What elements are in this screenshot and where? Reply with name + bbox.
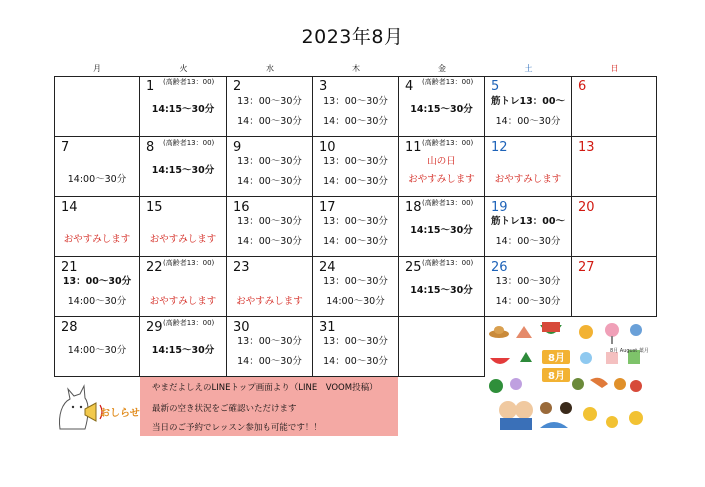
notice-box <box>140 377 398 436</box>
day-number: 1 <box>146 79 155 94</box>
schedule-line: 14:00～30分 <box>67 296 127 307</box>
jellyfish-icon <box>510 378 522 390</box>
cat-megaphone-icon <box>54 377 140 436</box>
weekday-3: 木 <box>352 64 360 73</box>
summer-stickers <box>486 318 654 436</box>
schedule-line: おやすみします <box>494 174 562 185</box>
schedule-line: おやすみします <box>236 296 303 307</box>
day-cell <box>227 137 313 197</box>
day-cell <box>399 257 485 317</box>
schedule-line: 14：00～30分 <box>237 236 302 247</box>
day-number: 20 <box>578 200 595 215</box>
day-cell <box>140 137 227 197</box>
schedule-line: 13：00～30分 <box>323 156 388 167</box>
schedule-line: 13：00～30分 <box>62 276 132 287</box>
day-note: (高齢者13：00) <box>163 139 215 147</box>
beetle-icon <box>560 402 572 414</box>
schedule-line: 14：00～30分 <box>323 176 388 187</box>
schedule-line: 13：00～30分 <box>237 96 302 107</box>
day-cell <box>54 137 140 197</box>
schedule-line: 13：00～30分 <box>323 96 388 107</box>
schedule-line: 14:15～30分 <box>151 345 215 356</box>
weekday-5: 土 <box>524 64 533 73</box>
schedule-line: 山の日 <box>427 156 456 167</box>
day-number: 29 <box>146 320 163 335</box>
day-cell <box>572 197 657 257</box>
schedule-line: 14:00～30分 <box>67 174 127 185</box>
day-number: 19 <box>491 200 508 215</box>
clock-icon <box>630 324 642 336</box>
schedule-line: おやすみします <box>149 296 217 307</box>
day-number: 4 <box>405 79 414 94</box>
day-cell <box>140 257 227 317</box>
sunflower-icon <box>583 407 597 421</box>
announcement-illustration <box>54 377 140 436</box>
day-cell <box>572 76 657 137</box>
day-note: (高齢者13：00) <box>422 259 474 267</box>
schedule-line: 14:15～30分 <box>151 165 215 176</box>
day-number: 6 <box>578 79 587 94</box>
day-cell <box>54 317 140 377</box>
day-cell <box>227 76 313 137</box>
pumpkin-icon <box>614 378 626 390</box>
schedule-line: 13：00～30分 <box>237 336 302 347</box>
day-number: 13 <box>578 140 595 155</box>
schedule-line: 14：00～30分 <box>495 116 561 127</box>
day-number: 14 <box>61 200 78 215</box>
label-tag-icon <box>542 322 560 332</box>
schedule-line: おやすみします <box>63 234 131 245</box>
watermelon-ball-icon <box>489 379 503 393</box>
day-number: 18 <box>405 200 422 215</box>
day-cell <box>227 317 313 377</box>
day-number: 22 <box>146 260 163 275</box>
day-cell <box>227 257 313 317</box>
day-cell <box>572 257 657 317</box>
calendar-title: 2023年8月 <box>301 26 404 48</box>
day-number: 8 <box>146 140 155 155</box>
day-cell <box>140 197 227 257</box>
cicada-icon <box>572 378 584 390</box>
day-number: 10 <box>319 140 336 155</box>
sun-icon <box>579 325 593 339</box>
shell-icon <box>516 326 532 338</box>
schedule-line: 13：00～30分 <box>323 276 388 287</box>
schedule-line: 14：00～30分 <box>323 236 388 247</box>
svg-text:8月 August 葉月: 8月 August 葉月 <box>610 348 649 354</box>
day-cell <box>485 197 572 257</box>
leaf-icon <box>520 352 532 362</box>
day-number: 16 <box>233 200 250 215</box>
day-note: (高齢者13：00) <box>163 78 215 86</box>
schedule-line: 14:15～30分 <box>410 104 473 115</box>
day-cell <box>140 76 227 137</box>
fan-icon <box>605 323 619 337</box>
day-note: (高齢者13：00) <box>163 319 215 327</box>
sunflower-icon-3 <box>629 411 643 425</box>
day-number: 15 <box>146 200 163 215</box>
day-cell <box>399 317 485 377</box>
schedule-line: 14：00～30分 <box>237 116 302 127</box>
schedule-line: おやすみします <box>149 234 217 245</box>
day-number: 30 <box>233 320 250 335</box>
day-cell <box>313 137 399 197</box>
weekday-0: 月 <box>93 64 101 73</box>
svg-text:8月: 8月 <box>548 371 565 382</box>
schedule-line: 13：00～30分 <box>495 276 561 287</box>
schedule-line: 13：00～30分 <box>323 336 388 347</box>
weekday-1: 火 <box>179 64 188 73</box>
day-note: (高齢者13：00) <box>163 259 215 267</box>
day-number: 3 <box>319 79 328 94</box>
schedule-line: 14：00～30分 <box>495 296 561 307</box>
schedule-line: 13：00～30分 <box>237 216 302 227</box>
svg-text:8月: 8月 <box>548 353 565 364</box>
schedule-line: 13：00～30分 <box>237 156 302 167</box>
day-cell <box>485 76 572 137</box>
day-cell <box>399 197 485 257</box>
schedule-line: 14:15～30分 <box>410 225 473 236</box>
day-cell <box>399 76 485 137</box>
day-cell <box>313 317 399 377</box>
day-cell <box>54 257 140 317</box>
day-cell <box>54 76 140 137</box>
fish-icon <box>590 378 608 388</box>
schedule-line: 14：00～30分 <box>495 236 561 247</box>
notice-line-3: 当日のご予約でレッスン参加も可能です！！ <box>152 423 322 433</box>
day-number: 2 <box>233 79 242 94</box>
day-number: 24 <box>319 260 336 275</box>
whale-icon <box>540 422 568 428</box>
sunflower-icon-2 <box>606 416 618 428</box>
day-cell <box>485 257 572 317</box>
day-note: (高齢者13：00) <box>422 78 474 86</box>
schedule-line: 14：00～30分 <box>323 356 388 367</box>
day-number: 17 <box>319 200 336 215</box>
schedule-line: 14：00～30分 <box>323 116 388 127</box>
day-number: 5 <box>491 79 500 94</box>
day-number: 11 <box>405 140 422 155</box>
day-cell <box>313 197 399 257</box>
schedule-line: 筋トレ13：00～ <box>491 216 565 227</box>
day-number: 12 <box>491 140 508 155</box>
day-number: 23 <box>233 260 250 275</box>
day-cell <box>140 317 227 377</box>
schedule-line: 14：00～30分 <box>237 176 302 187</box>
schedule-line: 14:00～30分 <box>326 296 385 307</box>
notice-line-1: やまだよしえのLINEトップ画面より（LINE VOOM投稿） <box>152 383 378 393</box>
bear-icon <box>540 402 552 414</box>
schedule-line: おやすみします <box>408 174 475 185</box>
day-number: 25 <box>405 260 422 275</box>
day-cell <box>572 137 657 197</box>
weekday-6: 日 <box>610 64 619 73</box>
schedule-line: 14：00～30分 <box>237 356 302 367</box>
day-cell <box>54 197 140 257</box>
schedule-line: 14:15～30分 <box>410 285 473 296</box>
day-note: (高齢者13：00) <box>422 139 474 147</box>
day-number: 7 <box>61 140 70 155</box>
weekday-4: 金 <box>438 64 446 73</box>
schedule-line: 筋トレ13：00～ <box>491 96 565 107</box>
day-cell <box>313 257 399 317</box>
day-number: 21 <box>61 260 78 275</box>
shaved-ice-icon <box>580 352 592 364</box>
day-cell <box>485 137 572 197</box>
kids-icon <box>499 401 517 419</box>
day-cell <box>399 137 485 197</box>
day-number: 31 <box>319 320 336 335</box>
day-number: 9 <box>233 140 242 155</box>
day-number: 28 <box>61 320 78 335</box>
notice-line-2: 最新の空き状況をご確認いただけます <box>152 404 297 414</box>
schedule-line: 13：00～30分 <box>323 216 388 227</box>
day-number: 26 <box>491 260 508 275</box>
schedule-line: 14:00～30分 <box>67 345 127 356</box>
schedule-line: 14:15～30分 <box>151 104 215 115</box>
day-number: 27 <box>578 260 595 275</box>
weekday-2: 水 <box>266 64 274 73</box>
day-cell <box>313 76 399 137</box>
watermelon-slice-icon <box>490 358 510 364</box>
lantern-icon <box>630 380 642 392</box>
day-cell <box>227 197 313 257</box>
svg-text:おしらせ: おしらせ <box>100 408 140 419</box>
day-note: (高齢者13：00) <box>422 199 474 207</box>
